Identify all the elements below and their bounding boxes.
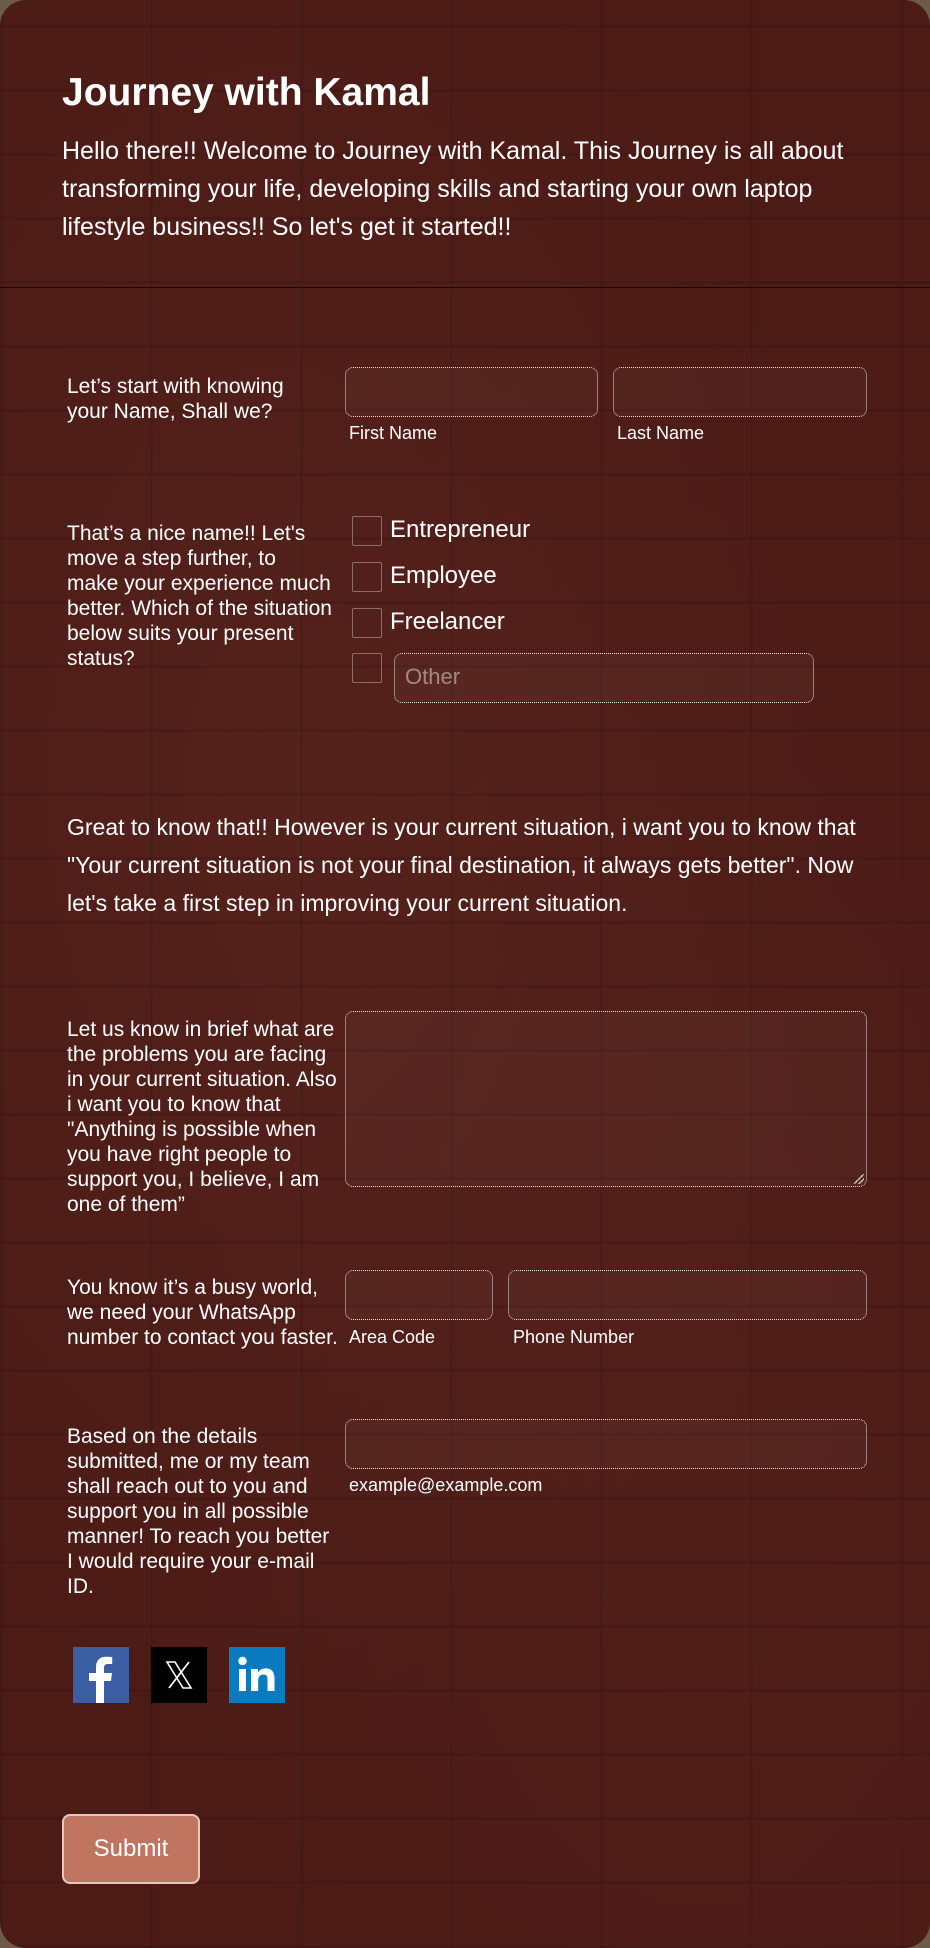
first-name-input[interactable] [345,367,598,417]
employee-checkbox[interactable] [352,562,382,592]
freelancer-checkbox[interactable] [352,608,382,638]
last-name-sublabel: Last Name [617,423,705,443]
status-question-label: That’s a nice name!! Let's move a step further, to make your experience much better. Which of the situation below suits your present status? [67,522,332,670]
email-hint: example@example.com [349,1475,543,1495]
area-code-sublabel: Area Code [349,1327,436,1347]
email-input[interactable] [345,1419,867,1469]
email-question-label: Based on the details submitted, me or my team shall reach out to you and support you in all possible manner! To reach you better I would require your e-mail ID. [67,1425,330,1598]
first-name-sublabel: First Name [349,423,438,443]
freelancer-option-label[interactable]: Freelancer [390,608,505,635]
submit-button[interactable]: Submit [62,1814,200,1884]
form-header [62,68,872,246]
facebook-icon[interactable] [73,1647,129,1703]
header-divider [0,287,930,288]
resize-handle-icon[interactable] [854,1174,864,1184]
phone-number-sublabel: Phone Number [513,1327,635,1347]
problems-question-label: Let us know in brief what are the problems you are facing in your current situation. Also i want you to know that "Anything is possible when you have right people to support you, I believe, I am one of them” [67,1018,337,1216]
employee-option-label[interactable]: Employee [390,562,497,589]
encouragement-text: Great to know that!! However is your current situation, i want you to know that "Your current situation is not your final destination, it always gets better". Now let's take a first step in improving your current situation. [67,814,856,916]
phone-number-input[interactable] [508,1270,867,1320]
other-input[interactable] [394,653,814,703]
last-name-input[interactable] [613,367,867,417]
entrepreneur-checkbox[interactable] [352,516,382,546]
entrepreneur-option-label[interactable]: Entrepreneur [390,516,531,543]
area-code-input[interactable] [345,1270,493,1320]
intro-text: Hello there!! Welcome to Journey with Kamal. This Journey is all about transforming your life, developing skills and starting your own laptop lifestyle business!! So let's get it started!! [62,137,844,241]
other-checkbox[interactable] [352,653,382,683]
x-twitter-icon[interactable] [151,1647,207,1703]
other-placeholder: Other [405,664,461,689]
phone-question-label: You know it’s a busy world, we need your WhatsApp number to contact you faster. [67,1276,338,1349]
problems-textarea[interactable] [345,1011,867,1187]
linkedin-icon[interactable] [229,1647,285,1703]
page-title: Journey with Kamal [62,71,431,114]
name-question-label: Let’s start with knowing your Name, Shall we? [67,375,284,423]
